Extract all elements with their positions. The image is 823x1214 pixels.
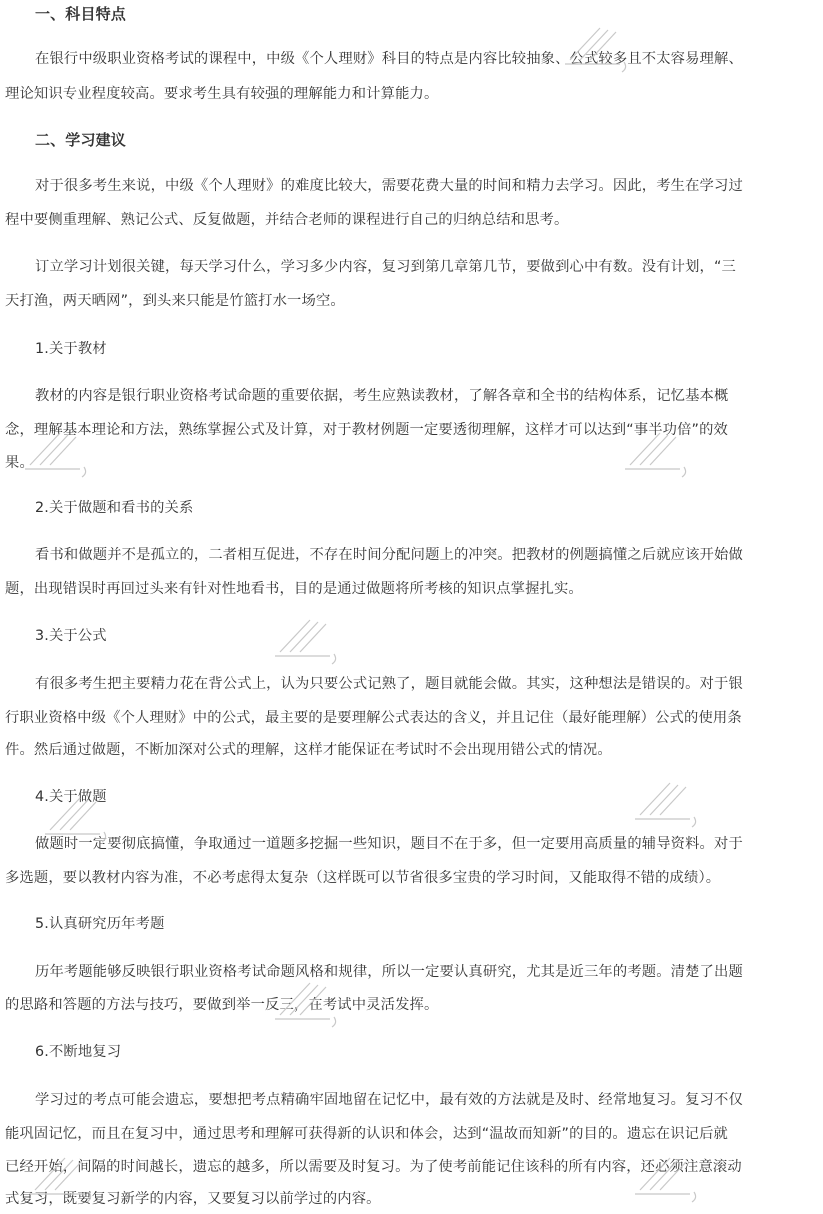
section-heading-features: 一、科目特点 — [35, 5, 126, 23]
paragraph-line: 能巩固记忆，而且在复习中，通过思考和理解可获得新的认识和体会，达到“温故而知新”的目的。遗忘在识记后就 — [5, 1126, 729, 1142]
subsection-heading: 2.关于做题和看书的关系 — [35, 500, 194, 516]
paragraph-line: 订立学习计划很关键，每天学习什么，学习多少内容，复习到第几章第几节，要做到心中有数。没有计划，“三 — [35, 259, 737, 275]
paragraph-line: 有很多考生把主要精力花在背公式上，认为只要公式记熟了，题目就能会做。其实，这种想法是错误的。对于银 — [35, 676, 743, 692]
subsection-heading: 5.认真研究历年考题 — [35, 916, 165, 932]
paragraph-line: 行职业资格中级《个人理财》中的公式，最主要的是要理解公式表达的含义，并且记住（最好能理解）公式的使用条 — [5, 710, 742, 726]
paragraph-line: 天打渔，两天晒网”，到头来只能是竹篮打水一场空。 — [5, 293, 345, 309]
paragraph-line: 果。 — [5, 455, 34, 471]
paragraph-line: 题，出现错误时再回过头来有针对性地看书，目的是通过做题将所考核的知识点掌握扎实。 — [5, 581, 583, 597]
subsection-heading: 1.关于教材 — [35, 341, 107, 357]
subsection-heading: 3.关于公式 — [35, 628, 107, 644]
paragraph-line: 对于很多考生来说，中级《个人理财》的难度比较大，需要花费大量的时间和精力去学习。因此，考生在学习过 — [35, 178, 743, 194]
paragraph-line: 件。然后通过做题，不断加深对公式的理解，这样才能保证在考试时不会出现用错公式的情况。 — [5, 742, 612, 758]
paragraph-line: 念，理解基本理论和方法，熟练掌握公式及计算，对于教材例题一定要透彻理解，这样才可以达到“事半功倍”的效 — [5, 422, 729, 438]
paragraph-line: 式复习，既要复习新学的内容，又要复习以前学过的内容。 — [5, 1191, 381, 1207]
paragraph-line: 程中要侧重理解、熟记公式、反复做题，并结合老师的课程进行自己的归纳总结和思考。 — [5, 212, 569, 228]
paragraph-line: 在银行中级职业资格考试的课程中，中级《个人理财》科目的特点是内容比较抽象、公式较多且不太容易理解、 — [35, 51, 743, 67]
paragraph-line: 做题时一定要彻底搞懂，争取通过一道题多挖掘一些知识，题目不在于多，但一定要用高质量的辅导资料。对于 — [35, 836, 743, 852]
paragraph-line: 的思路和答题的方法与技巧，要做到举一反三，在考试中灵活发挥。 — [5, 997, 439, 1013]
subsection-heading: 6.不断地复习 — [35, 1044, 122, 1060]
paragraph-line: 理论知识专业程度较高。要求考生具有较强的理解能力和计算能力。 — [5, 86, 439, 102]
subsection-heading: 4.关于做题 — [35, 789, 107, 805]
paragraph-line: 历年考题能够反映银行职业资格考试命题风格和规律，所以一定要认真研究，尤其是近三年的考题。清楚了出题 — [35, 964, 743, 980]
paragraph-line: 教材的内容是银行职业资格考试命题的重要依据，考生应熟读教材，了解各章和全书的结构体系，记忆基本概 — [35, 388, 729, 404]
paragraph-line: 多选题，要以教材内容为准，不必考虑得太复杂（这样既可以节省很多宝贵的学习时间，又能取得不错的成绩）。 — [5, 870, 721, 886]
paragraph-line: 看书和做题并不是孤立的，二者相互促进，不存在时间分配问题上的冲突。把教材的例题搞懂之后就应该开始做 — [35, 547, 743, 563]
paragraph-line: 学习过的考点可能会遗忘，要想把考点精确牢固地留在记忆中，最有效的方法就是及时、经常地复习。复习不仅 — [35, 1092, 743, 1108]
paragraph-line: 已经开始，间隔的时间越长，遗忘的越多，所以需要及时复习。为了使考前能记住该科的所有内容，还必须注意滚动 — [5, 1159, 742, 1175]
section-heading-advice: 二、学习建议 — [35, 131, 126, 149]
